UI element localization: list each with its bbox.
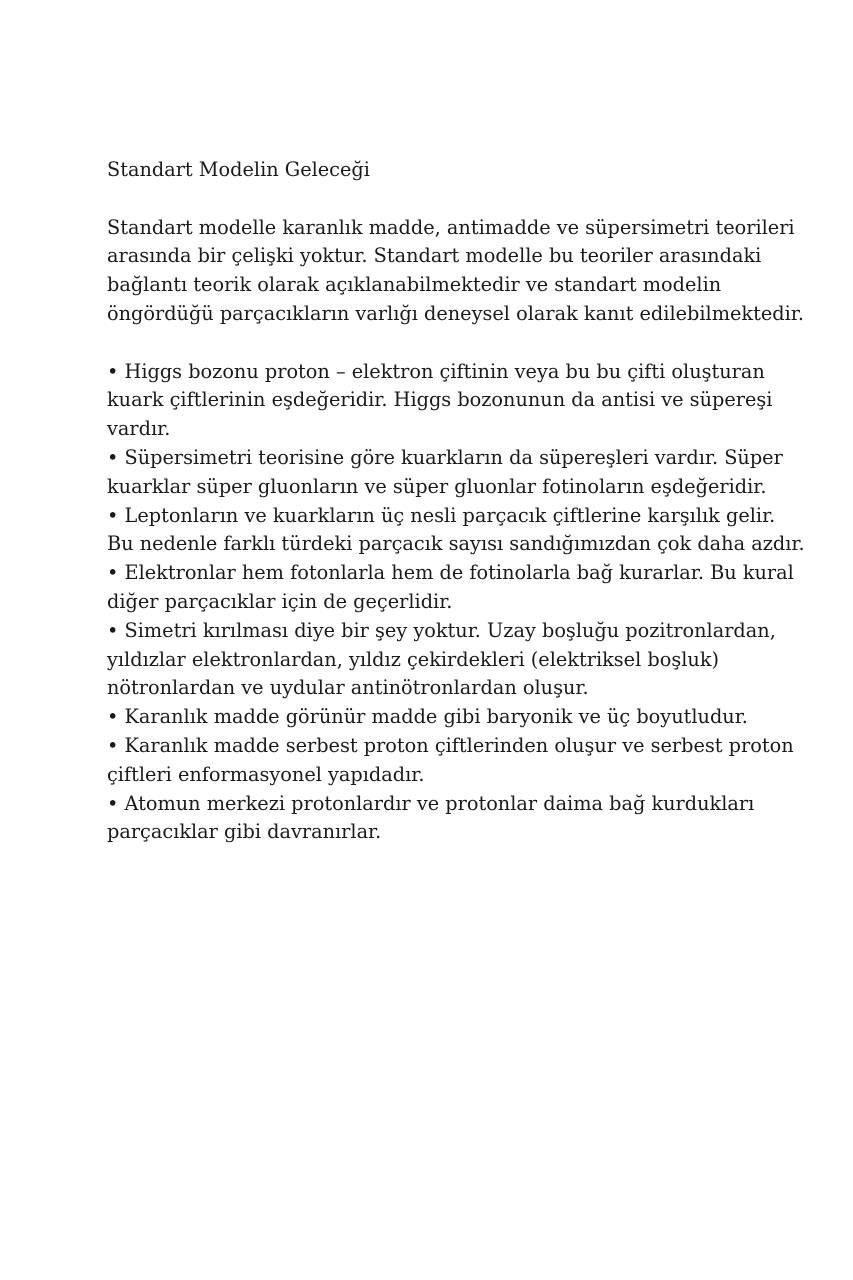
list-item [107,703,807,732]
document-page [107,156,807,847]
intro-paragraph: Standart modelle karanlık madde, antimadde ve süpersimetri teorileri arasında bir çelişki yoktur. Standart modelle bu teoriler arasındaki bağlantı teorik olarak açıklanabilmektedir ve standart modelin öngördüğü parçacıkların varlığı deneysel olarak kanıt edilebilmektedir. [107,215,804,325]
bullet-icon [107,619,125,642]
bullet-icon [107,446,125,469]
list-item [107,617,807,703]
bullet-list [107,358,807,848]
list-item-text: Elektronlar hem fotonlarla hem de fotinolarla bağ kurarlar. Bu kural diğer parçacıklar için de geçerlidir. [107,561,794,613]
list-item-text: Simetri kırılması diye bir şey yoktur. Uzay boşluğu pozitronlardan, yıldızlar elektronlardan, yıldız çekirdekleri (elektriksel boşluk) nötronlardan ve uydular antinötronlardan oluşur. [107,618,776,700]
document-title: Standart Modelin Geleceği [107,158,370,181]
list-item [107,732,807,790]
list-item [107,790,807,848]
list-item [107,559,807,617]
list-item-text: Atomun merkezi protonlardır ve protonlar daima bağ kurdukları parçacıklar gibi davranırlar. [107,791,755,844]
bullet-icon [107,734,125,757]
list-item-text: Higgs bozonu proton – elektron çiftinin veya bu bu çifti oluşturan kuark çiftlerinin eşdeğeridir. Higgs bozonunun da antisi ve süpereşi vardır. [107,359,773,441]
bullet-icon [107,360,125,383]
bullet-icon [107,705,125,728]
list-item [107,444,807,502]
list-item [107,502,807,560]
bullet-icon [107,792,125,815]
list-item-text: Süpersimetri teorisine göre kuarkların da süpereşleri vardır. Süper kuarklar süper gluonların ve süper gluonlar fotinoların eşdeğeridir. [107,445,783,498]
list-item-text: Leptonların ve kuarkların üç nesli parçacık çiftlerine karşılık gelir. Bu nedenle farklı türdeki parçacık sayısı sandığımızdan çok daha azdır. [107,503,805,556]
bullet-icon [107,561,125,584]
list-item [107,358,807,444]
list-item-text: Karanlık madde görünür madde gibi baryonik ve üç boyutludur. [124,705,748,729]
bullet-icon [107,504,125,527]
list-item-text: Karanlık madde serbest proton çiftlerinden oluşur ve serbest proton çiftleri enformasyonel yapıdadır. [107,733,794,786]
